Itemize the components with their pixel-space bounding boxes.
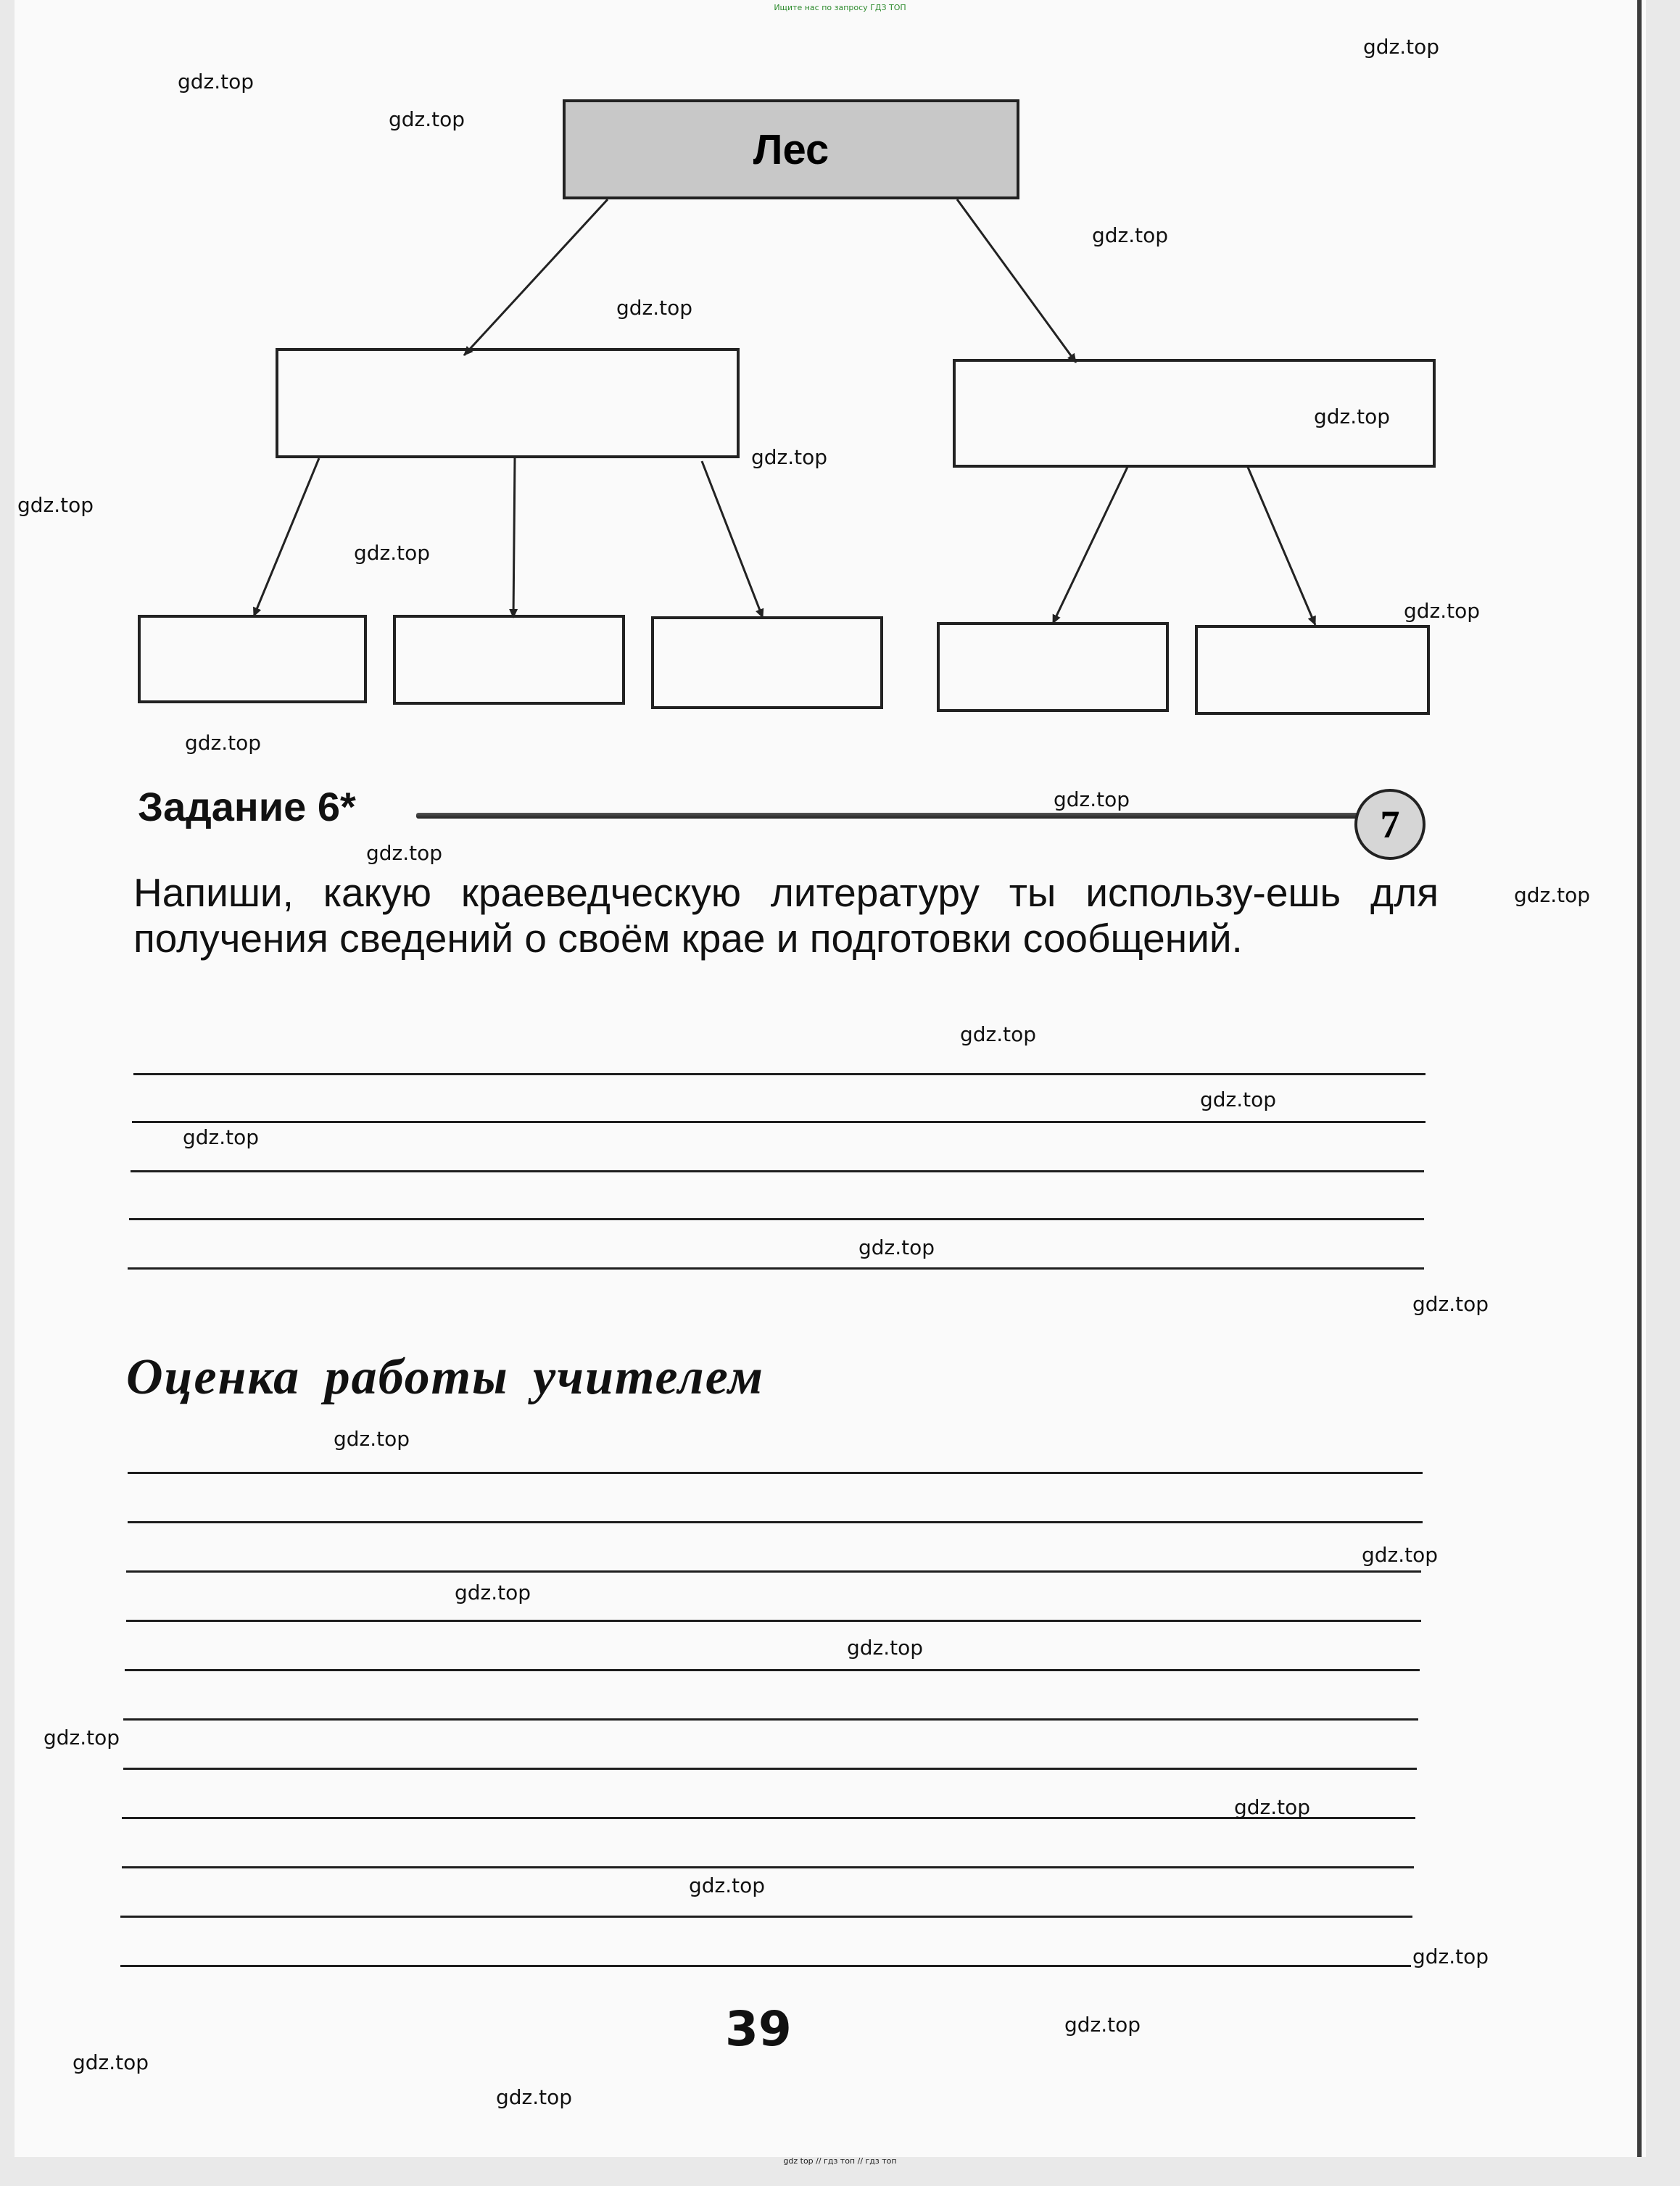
page-number: 39	[725, 2001, 792, 2057]
watermark: gdz.top	[616, 296, 693, 320]
watermark: gdz.top	[334, 1427, 410, 1451]
watermark: gdz.top	[960, 1022, 1037, 1046]
watermark: gdz.top	[847, 1636, 924, 1660]
answer-line[interactable]	[129, 1218, 1424, 1220]
watermark: gdz.top	[1412, 1945, 1489, 1968]
arrow-root-to-left	[464, 199, 608, 355]
answer-line[interactable]	[128, 1267, 1424, 1270]
diagram-empty-box-4[interactable]	[937, 622, 1169, 712]
watermark: gdz.top	[496, 2085, 573, 2109]
grade-line[interactable]	[126, 1570, 1421, 1573]
watermark: gdz.top	[1064, 2013, 1141, 2037]
grade-line[interactable]	[120, 1916, 1412, 1918]
diagram-empty-box-5[interactable]	[1195, 625, 1430, 715]
task-header-rule	[416, 813, 1359, 819]
watermark: gdz.top	[366, 841, 443, 865]
grade-line[interactable]	[122, 1866, 1414, 1868]
grade-line[interactable]	[128, 1472, 1423, 1474]
answer-line[interactable]	[132, 1121, 1425, 1123]
grade-line[interactable]	[123, 1768, 1417, 1770]
diagram-root-box	[563, 99, 1019, 199]
arrow-left-to-b2	[513, 458, 515, 618]
watermark: gdz.top	[183, 1125, 260, 1149]
arrow-right-to-b5	[1247, 465, 1315, 625]
grade-line[interactable]	[128, 1521, 1423, 1523]
watermark: gdz.top	[1054, 787, 1130, 811]
watermark: gdz.top	[1234, 1795, 1311, 1819]
watermark: gdz.top	[44, 1726, 120, 1750]
watermark: gdz.top	[751, 445, 828, 469]
diagram-empty-box-left[interactable]	[276, 348, 740, 458]
watermark: gdz.top	[689, 1874, 766, 1897]
watermark: gdz.top	[178, 70, 255, 94]
grade-line[interactable]	[126, 1620, 1421, 1622]
answer-line[interactable]	[133, 1073, 1425, 1075]
grade-line[interactable]	[123, 1718, 1418, 1721]
watermark: gdz.top	[1404, 599, 1481, 623]
watermark: gdz.top	[858, 1235, 935, 1259]
watermark: gdz.top	[1314, 405, 1391, 428]
watermark: gdz.top	[455, 1581, 531, 1605]
grade-line[interactable]	[125, 1669, 1420, 1671]
task-badge: 7	[1354, 789, 1425, 860]
grade-title: Оценка работы учителем	[126, 1349, 764, 1405]
watermark: gdz.top	[1412, 1292, 1489, 1316]
watermark: gdz.top	[389, 107, 465, 131]
task-instruction: Напиши, какую краеведческую литературу ты использу-ешь для получения сведений о своём крае и подготовки сообщений.	[133, 870, 1439, 961]
arrow-left-to-b3	[702, 461, 763, 618]
grade-line[interactable]	[120, 1965, 1411, 1967]
watermark: gdz.top	[1092, 223, 1169, 247]
diagram-empty-box-3[interactable]	[651, 616, 883, 709]
grade-line[interactable]	[122, 1817, 1415, 1819]
watermark: gdz.top	[185, 731, 262, 755]
watermark: gdz.top	[1514, 883, 1591, 907]
answer-line[interactable]	[131, 1170, 1424, 1172]
watermark: gdz.top	[1200, 1088, 1277, 1111]
watermark: gdz.top	[17, 493, 94, 517]
arrow-left-to-b1	[254, 458, 319, 616]
diagram-empty-box-1[interactable]	[138, 615, 367, 703]
task-title: Задание 6*	[138, 784, 356, 829]
diagram-root-label: Лес	[753, 125, 829, 173]
watermark: gdz.top	[354, 541, 431, 565]
watermark: gdz.top	[1362, 1543, 1439, 1567]
watermark: gdz.top	[73, 2050, 149, 2074]
arrow-right-to-b4	[1053, 465, 1128, 624]
diagram-empty-box-2[interactable]	[393, 615, 625, 705]
header-note: Ищите нас по запросу ГДЗ ТОП	[774, 3, 906, 12]
footer-note: gdz top // гдз топ // гдз топ	[783, 2156, 897, 2166]
arrow-root-to-right	[957, 199, 1076, 363]
watermark: gdz.top	[1363, 35, 1440, 59]
